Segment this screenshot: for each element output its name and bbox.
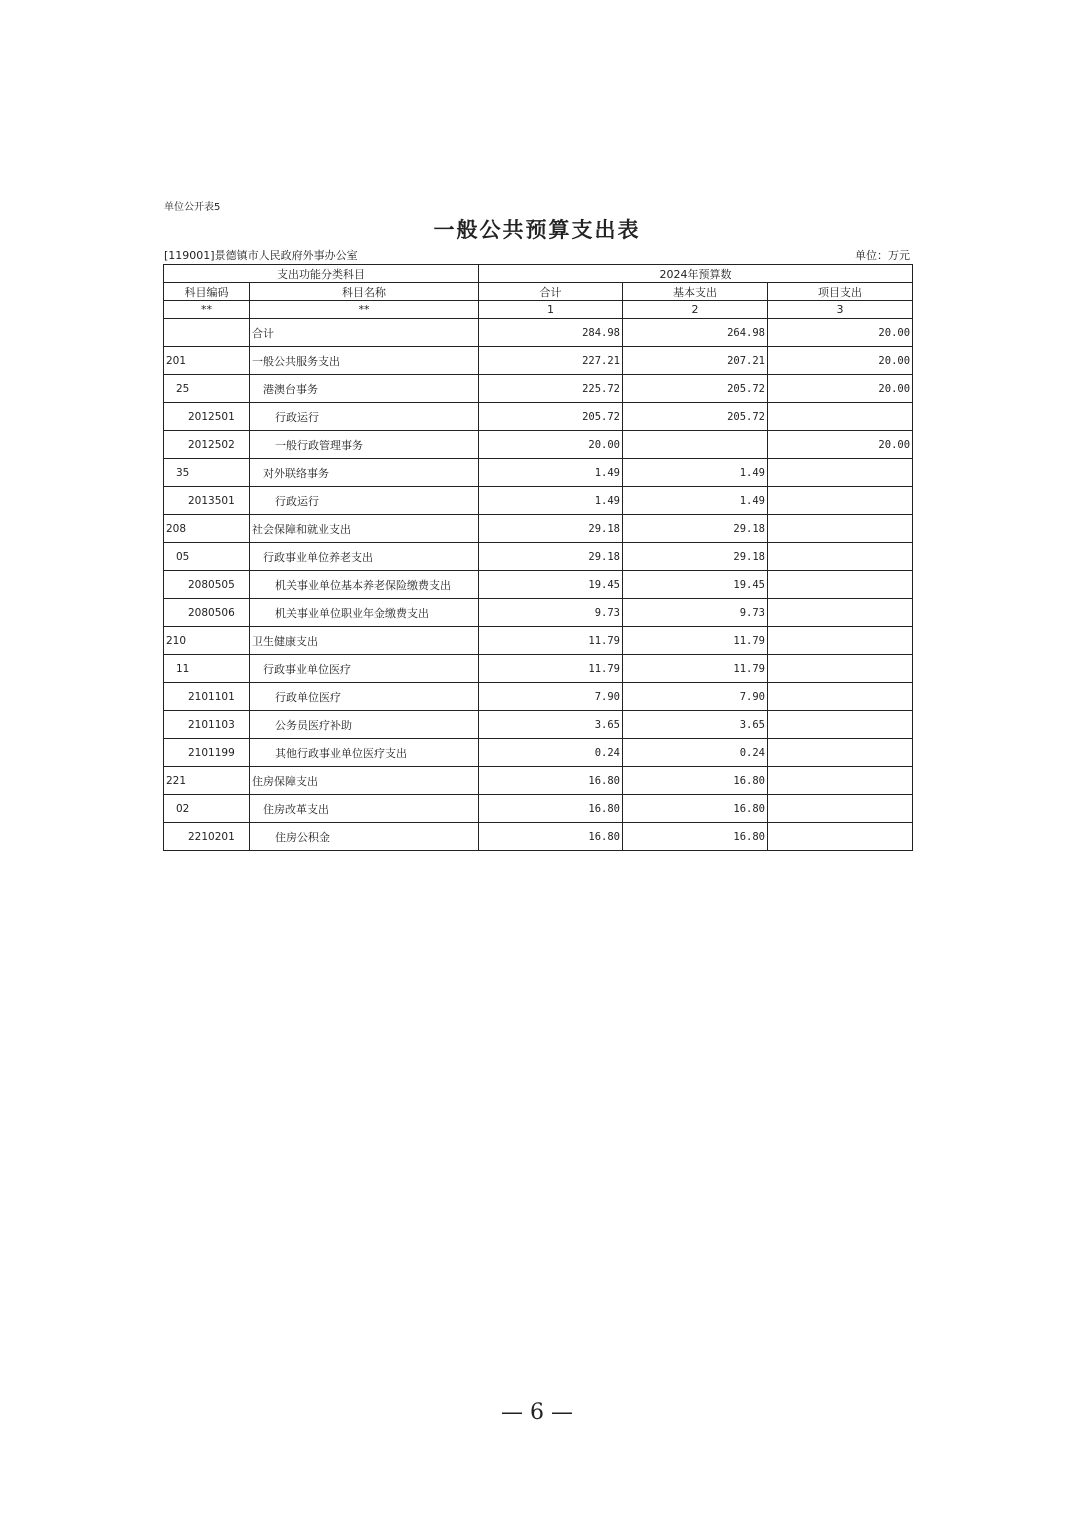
table-row — [164, 515, 913, 543]
project-cell — [768, 515, 913, 543]
name-cell: 住房公积金 — [250, 823, 479, 851]
organization-name: [119001]景德镇市人民政府外事办公室 — [164, 249, 358, 262]
total-cell: 0.24 — [479, 739, 623, 767]
basic-cell: 1.49 — [623, 487, 768, 515]
name-cell: 社会保障和就业支出 — [250, 515, 479, 543]
table-row — [164, 823, 913, 851]
project-cell — [768, 571, 913, 599]
basic-cell: 7.90 — [623, 683, 768, 711]
total-cell: 227.21 — [479, 347, 623, 375]
table-row — [164, 767, 913, 795]
document-label: 单位公开表5 — [164, 202, 221, 213]
total-cell: 19.45 — [479, 571, 623, 599]
project-cell — [768, 823, 913, 851]
code-cell: 05 — [164, 543, 250, 571]
total-cell: 225.72 — [479, 375, 623, 403]
code-cell: 35 — [164, 459, 250, 487]
code-cell: 2012501 — [164, 403, 250, 431]
table-row — [164, 431, 913, 459]
table-row — [164, 459, 913, 487]
total-cell: 16.80 — [479, 767, 623, 795]
total-cell: 1.49 — [479, 487, 623, 515]
unit-label: 单位：万元 — [855, 249, 910, 262]
project-cell — [768, 403, 913, 431]
table-row — [164, 739, 913, 767]
header-code: 科目编码 — [164, 283, 250, 301]
table-row — [164, 571, 913, 599]
index-project: 3 — [768, 301, 913, 319]
header-project: 项目支出 — [768, 283, 913, 301]
code-cell: 2101103 — [164, 711, 250, 739]
page-title: 一般公共预算支出表 — [433, 217, 641, 242]
table-row — [164, 375, 913, 403]
name-cell: 行政运行 — [250, 403, 479, 431]
name-cell: 对外联络事务 — [250, 459, 479, 487]
page-number: — 6 — — [501, 1400, 573, 1425]
table-row — [164, 683, 913, 711]
name-cell: 卫生健康支出 — [250, 627, 479, 655]
basic-cell: 9.73 — [623, 599, 768, 627]
basic-cell: 29.18 — [623, 515, 768, 543]
table-row — [164, 795, 913, 823]
project-cell — [768, 711, 913, 739]
project-cell — [768, 459, 913, 487]
project-cell — [768, 767, 913, 795]
project-cell — [768, 795, 913, 823]
index-code: ** — [164, 301, 250, 319]
basic-cell: 3.65 — [623, 711, 768, 739]
code-cell: 208 — [164, 515, 250, 543]
basic-cell: 205.72 — [623, 403, 768, 431]
total-cell: 11.79 — [479, 655, 623, 683]
total-cell: 11.79 — [479, 627, 623, 655]
basic-cell: 16.80 — [623, 767, 768, 795]
code-cell: 201 — [164, 347, 250, 375]
header-basic: 基本支出 — [623, 283, 768, 301]
project-cell: 20.00 — [768, 347, 913, 375]
total-cell: 284.98 — [479, 319, 623, 347]
project-cell: 20.00 — [768, 319, 913, 347]
table-row — [164, 627, 913, 655]
total-cell: 9.73 — [479, 599, 623, 627]
code-cell: 210 — [164, 627, 250, 655]
budget-table — [163, 264, 913, 851]
table-row — [164, 543, 913, 571]
table-row — [164, 711, 913, 739]
index-total: 1 — [479, 301, 623, 319]
name-cell: 行政事业单位医疗 — [250, 655, 479, 683]
code-cell: 2080506 — [164, 599, 250, 627]
basic-cell: 29.18 — [623, 543, 768, 571]
project-cell — [768, 627, 913, 655]
index-name: ** — [250, 301, 479, 319]
header-total: 合计 — [479, 283, 623, 301]
project-cell — [768, 683, 913, 711]
index-basic: 2 — [623, 301, 768, 319]
basic-cell: 205.72 — [623, 375, 768, 403]
table-row — [164, 347, 913, 375]
name-cell: 一般行政管理事务 — [250, 431, 479, 459]
code-cell — [164, 319, 250, 347]
code-cell: 2013501 — [164, 487, 250, 515]
project-cell — [768, 487, 913, 515]
basic-cell: 16.80 — [623, 823, 768, 851]
name-cell: 一般公共服务支出 — [250, 347, 479, 375]
name-cell: 其他行政事业单位医疗支出 — [250, 739, 479, 767]
basic-cell: 264.98 — [623, 319, 768, 347]
basic-cell — [623, 431, 768, 459]
code-cell: 2210201 — [164, 823, 250, 851]
project-cell — [768, 739, 913, 767]
table-row — [164, 487, 913, 515]
basic-cell: 207.21 — [623, 347, 768, 375]
code-cell: 2101199 — [164, 739, 250, 767]
name-cell: 机关事业单位职业年金缴费支出 — [250, 599, 479, 627]
basic-cell: 19.45 — [623, 571, 768, 599]
header-group-row — [164, 265, 913, 283]
name-cell: 行政运行 — [250, 487, 479, 515]
code-cell: 25 — [164, 375, 250, 403]
total-cell: 16.80 — [479, 795, 623, 823]
total-cell: 20.00 — [479, 431, 623, 459]
project-cell — [768, 655, 913, 683]
table-row — [164, 319, 913, 347]
table-row — [164, 403, 913, 431]
name-cell: 行政事业单位养老支出 — [250, 543, 479, 571]
code-cell: 2101101 — [164, 683, 250, 711]
project-cell: 20.00 — [768, 431, 913, 459]
basic-cell: 0.24 — [623, 739, 768, 767]
header-name: 科目名称 — [250, 283, 479, 301]
code-cell: 2012502 — [164, 431, 250, 459]
name-cell: 公务员医疗补助 — [250, 711, 479, 739]
table-row — [164, 599, 913, 627]
header-budget-year: 2024年预算数 — [479, 265, 913, 283]
code-cell: 221 — [164, 767, 250, 795]
name-cell: 合计 — [250, 319, 479, 347]
project-cell — [768, 543, 913, 571]
code-cell: 2080505 — [164, 571, 250, 599]
name-cell: 住房改革支出 — [250, 795, 479, 823]
project-cell: 20.00 — [768, 375, 913, 403]
table-row — [164, 655, 913, 683]
name-cell: 机关事业单位基本养老保险缴费支出 — [250, 571, 479, 599]
total-cell: 1.49 — [479, 459, 623, 487]
total-cell: 3.65 — [479, 711, 623, 739]
name-cell: 港澳台事务 — [250, 375, 479, 403]
code-cell: 11 — [164, 655, 250, 683]
basic-cell: 1.49 — [623, 459, 768, 487]
name-cell: 住房保障支出 — [250, 767, 479, 795]
header-index-row — [164, 301, 913, 319]
header-functional-classification: 支出功能分类科目 — [164, 265, 479, 283]
total-cell: 29.18 — [479, 543, 623, 571]
header-column-row — [164, 283, 913, 301]
basic-cell: 11.79 — [623, 655, 768, 683]
total-cell: 205.72 — [479, 403, 623, 431]
basic-cell: 16.80 — [623, 795, 768, 823]
total-cell: 16.80 — [479, 823, 623, 851]
total-cell: 7.90 — [479, 683, 623, 711]
basic-cell: 11.79 — [623, 627, 768, 655]
name-cell: 行政单位医疗 — [250, 683, 479, 711]
total-cell: 29.18 — [479, 515, 623, 543]
project-cell — [768, 599, 913, 627]
code-cell: 02 — [164, 795, 250, 823]
